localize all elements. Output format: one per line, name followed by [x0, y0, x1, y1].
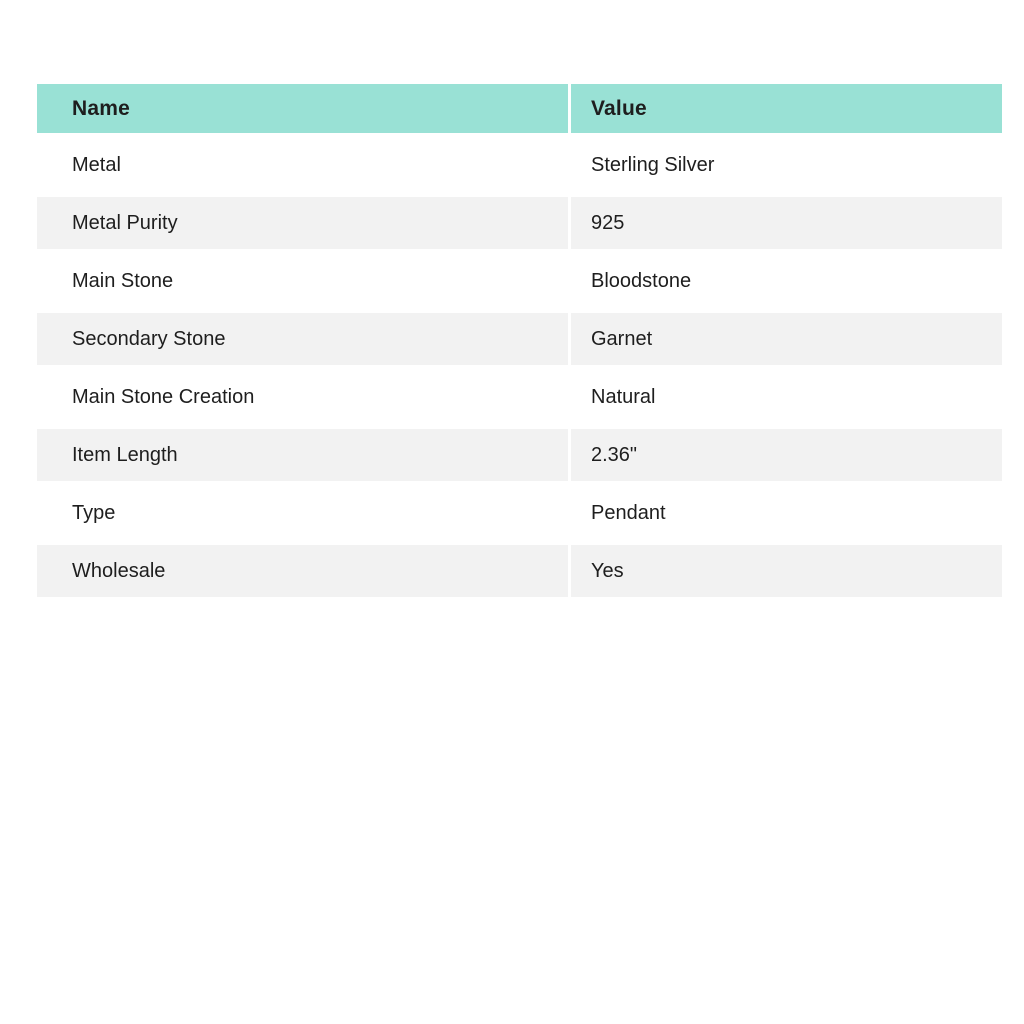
product-attributes-table — [37, 84, 1002, 597]
attribute-value-cell: Pendant — [568, 481, 1002, 539]
attribute-name-cell: Main Stone Creation — [37, 365, 568, 423]
table-row — [37, 365, 1002, 423]
table-body — [37, 133, 1002, 597]
table-row — [37, 133, 1002, 191]
attribute-name-cell: Metal — [37, 133, 568, 191]
table-row — [37, 191, 1002, 249]
column-header-name: Name — [37, 84, 568, 133]
table-row — [37, 481, 1002, 539]
table-row — [37, 307, 1002, 365]
attribute-value-cell: Garnet — [568, 307, 1002, 365]
table-row — [37, 423, 1002, 481]
attribute-value-cell: 2.36" — [568, 423, 1002, 481]
attribute-value-cell: Bloodstone — [568, 249, 1002, 307]
column-header-value: Value — [568, 84, 1002, 133]
attribute-name-cell: Type — [37, 481, 568, 539]
attribute-name-cell: Item Length — [37, 423, 568, 481]
attribute-value-cell: 925 — [568, 191, 1002, 249]
header-row — [37, 84, 1002, 133]
attribute-name-cell: Metal Purity — [37, 191, 568, 249]
attribute-value-cell: Yes — [568, 539, 1002, 597]
attribute-name-cell: Secondary Stone — [37, 307, 568, 365]
attribute-value-cell: Sterling Silver — [568, 133, 1002, 191]
attribute-name-cell: Wholesale — [37, 539, 568, 597]
attribute-name-cell: Main Stone — [37, 249, 568, 307]
attribute-value-cell: Natural — [568, 365, 1002, 423]
table-row — [37, 539, 1002, 597]
table-header — [37, 84, 1002, 133]
table-row — [37, 249, 1002, 307]
